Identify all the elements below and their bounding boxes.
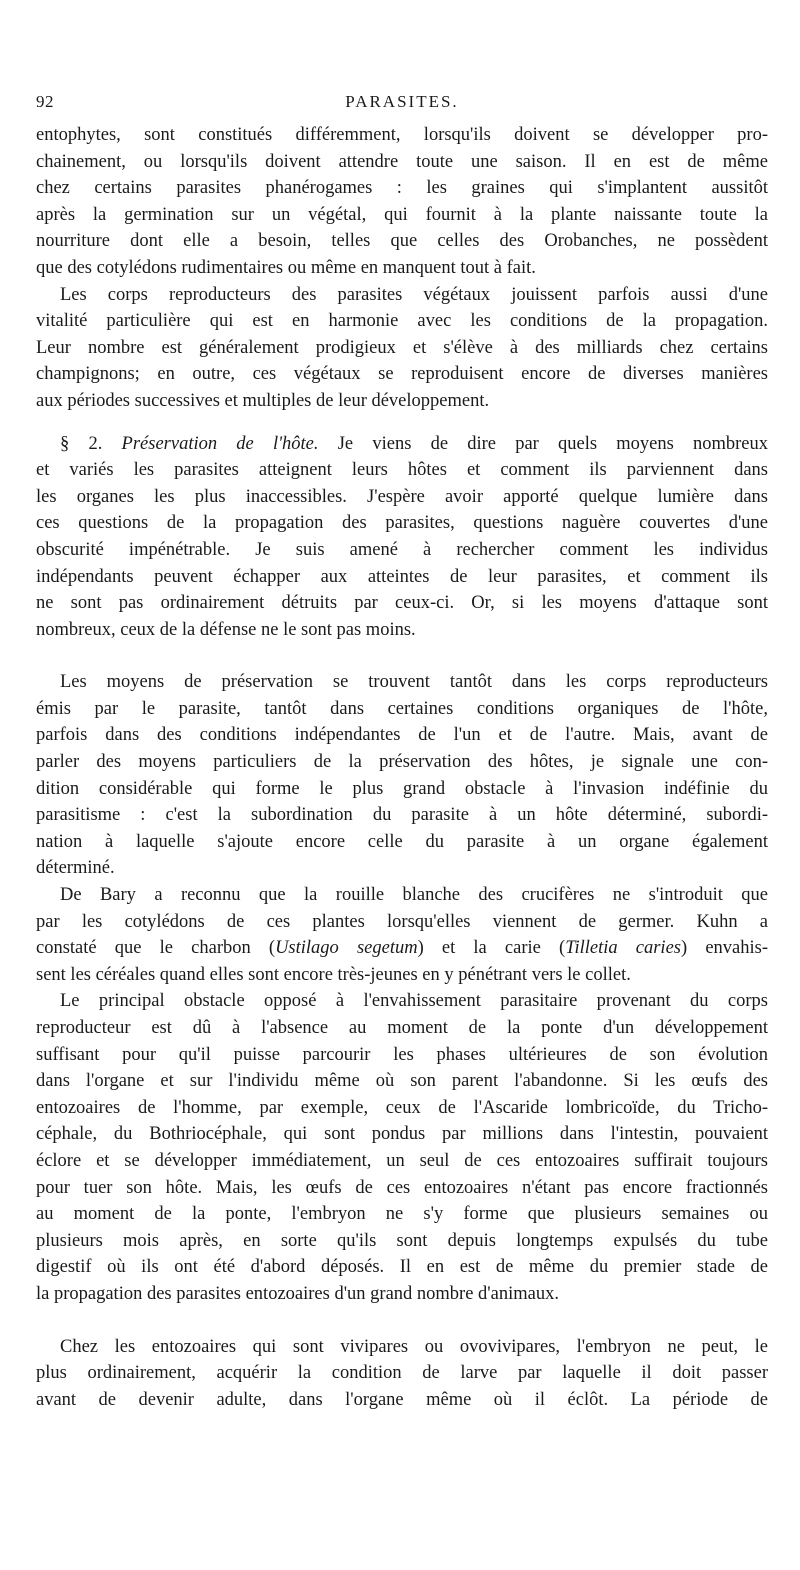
text-line: digestif où ils ont été d'abord déposés. Il en est de même du premier stade de bbox=[36, 1257, 768, 1278]
text-line: entophytes, sont constitués différemment, lorsqu'ils doivent se développer pro- bbox=[36, 125, 768, 145]
text-line: indépendants peuvent échapper aux atteintes de leur parasites, et comment ils bbox=[36, 566, 768, 587]
text-line: vitalité particulière qui est en harmonie avec les conditions de la propagation. bbox=[36, 311, 768, 332]
section-2 bbox=[36, 431, 768, 644]
text-line: Les moyens de préservation se trouvent tantôt dans les corps reproducteurs bbox=[60, 672, 768, 693]
section-spacer bbox=[36, 415, 768, 431]
text-line: au moment de la ponte, l'embryon ne s'y forme que plusieurs semaines ou bbox=[36, 1204, 768, 1225]
text-line: pour tuer son hôte. Mais, les œufs de ces entozoaires n'étant pas encore fractionnés bbox=[36, 1177, 768, 1198]
species-name-ustilago: Ustilago segetum bbox=[275, 938, 418, 959]
paragraph-4 bbox=[36, 669, 768, 882]
text-line: ces questions de la propagation des parasites, questions naguère couvertes d'une bbox=[36, 513, 768, 534]
text-line: par les cotylédons de ces plantes lorsqu'elles viennent de germer. Kuhn a bbox=[36, 911, 768, 932]
paragraph-spacer bbox=[36, 643, 768, 669]
text-line: Leur nombre est généralement prodigieux et s'élève à des milliards chez certains bbox=[36, 337, 768, 358]
text-line: reproducteur est dû à l'absence au moment de la ponte d'un développement bbox=[36, 1018, 768, 1038]
text-line: nombreux, ceux de la défense ne le sont pas moins. bbox=[36, 619, 416, 640]
paragraph-2 bbox=[36, 282, 768, 415]
text-line: champignons; en outre, ces végétaux se reproduisent encore de diverses manières bbox=[36, 364, 768, 385]
paragraph-spacer bbox=[36, 1308, 768, 1334]
text-line: nourriture dont elle a besoin, telles que celles des Orobanches, ne possèdent bbox=[36, 231, 768, 252]
text-line: suffisant pour qu'il puisse parcourir les phases ultérieures de son évolution bbox=[36, 1044, 768, 1065]
text-line: Chez les entozoaires qui sont vivipares ou ovovivipares, l'embryon ne peut, le bbox=[60, 1336, 768, 1357]
text-line: et variés les parasites atteignent leurs hôtes et comment ils parviennent dans bbox=[36, 460, 768, 481]
text-line: sent les céréales quand elles sont encore très-jeunes en y pénétrant vers le collet. bbox=[36, 964, 631, 985]
text-line: aux périodes successives et multiples de leur développement. bbox=[36, 390, 490, 411]
text-line: nation à laquelle s'ajoute encore celle du parasite à un organe également bbox=[36, 831, 768, 852]
paragraph-6 bbox=[36, 988, 768, 1307]
text-fragment: ) et la carie ( bbox=[417, 938, 566, 959]
text-line-species bbox=[36, 935, 768, 962]
text-line: déterminé. bbox=[36, 858, 115, 879]
book-page bbox=[36, 92, 768, 1413]
text-line: Les corps reproducteurs des parasites végétaux jouissent parfois aussi d'une bbox=[60, 284, 768, 305]
text-line: éclore et se développer immédiatement, un seul de ces entozoaires suffirait toujours bbox=[36, 1150, 768, 1171]
paragraph-7 bbox=[36, 1334, 768, 1414]
text-line: entozoaires de l'homme, par exemple, ceux de l'Ascaride lombricoïde, du Tricho- bbox=[36, 1097, 768, 1118]
text-line: Le principal obstacle opposé à l'envahissement parasitaire provenant du corps bbox=[60, 991, 768, 1012]
paragraph-5 bbox=[36, 882, 768, 988]
text-line: émis par le parasite, tantôt dans certaines conditions organiques de l'hôte, bbox=[36, 698, 768, 719]
running-title: PARASITES. bbox=[345, 92, 459, 111]
text-line: parfois dans des conditions indépendantes de l'un et de l'autre. Mais, avant de bbox=[36, 725, 768, 746]
species-name-tilletia: Tilletia caries bbox=[565, 938, 681, 959]
text-line: dans l'organe et sur l'individu même où son parent l'abandonne. Si les œufs des bbox=[36, 1071, 768, 1092]
text-line: De Bary a reconnu que la rouille blanche des crucifères ne s'introduit que bbox=[60, 885, 768, 906]
section-first-line-text: Je viens de dire par quels moyens nombreux bbox=[337, 433, 768, 454]
text-line: chainement, ou lorsqu'ils doivent attendre toute une saison. Il en est de même bbox=[36, 151, 768, 172]
text-fragment: ) envahis- bbox=[681, 938, 768, 959]
text-line: après la germination sur un végétal, qui fournit à la plante naissante toute la bbox=[36, 204, 768, 225]
section-heading-line bbox=[36, 431, 768, 458]
text-line: parasitisme : c'est la subordination du parasite à un hôte déterminé, subordi- bbox=[36, 805, 768, 826]
text-line: parler des moyens particuliers de la préservation des hôtes, je signale une con- bbox=[36, 752, 768, 773]
text-line: céphale, du Bothriocéphale, qui sont pondus par millions dans l'intestin, pouvaient bbox=[36, 1124, 768, 1145]
section-title: Préservation de l'hôte. bbox=[121, 433, 319, 454]
text-line: avant de devenir adulte, dans l'organe même où il éclôt. La période de bbox=[36, 1389, 768, 1410]
page-number: 92 bbox=[36, 92, 54, 111]
text-line: les organes les plus inaccessibles. J'espère avoir apporté quelque lumière dans bbox=[36, 486, 768, 507]
text-fragment: constaté que le charbon ( bbox=[36, 938, 276, 959]
text-line: plus ordinairement, acquérir la condition de larve par laquelle il doit passer bbox=[36, 1363, 768, 1384]
text-line: dition considérable qui forme le plus grand obstacle à l'invasion indéfinie du bbox=[36, 778, 768, 799]
text-line: ne sont pas ordinairement détruits par ceux-ci. Or, si les moyens d'attaque sont bbox=[36, 593, 768, 614]
text-line: obscurité impénétrable. Je suis amené à rechercher comment les individus bbox=[36, 539, 768, 560]
text-line: plusieurs mois après, en sorte qu'ils sont depuis longtemps expulsés du tube bbox=[36, 1230, 768, 1251]
paragraph-1 bbox=[36, 122, 768, 282]
text-line: que des cotylédons rudimentaires ou même en manquent tout à fait. bbox=[36, 257, 536, 278]
section-mark: § 2. bbox=[60, 433, 103, 454]
text-line: chez certains parasites phanérogames : les graines qui s'implantent aussitôt bbox=[36, 178, 768, 199]
page-header bbox=[36, 92, 768, 122]
text-line: la propagation des parasites entozoaires d'un grand nombre d'animaux. bbox=[36, 1283, 559, 1304]
